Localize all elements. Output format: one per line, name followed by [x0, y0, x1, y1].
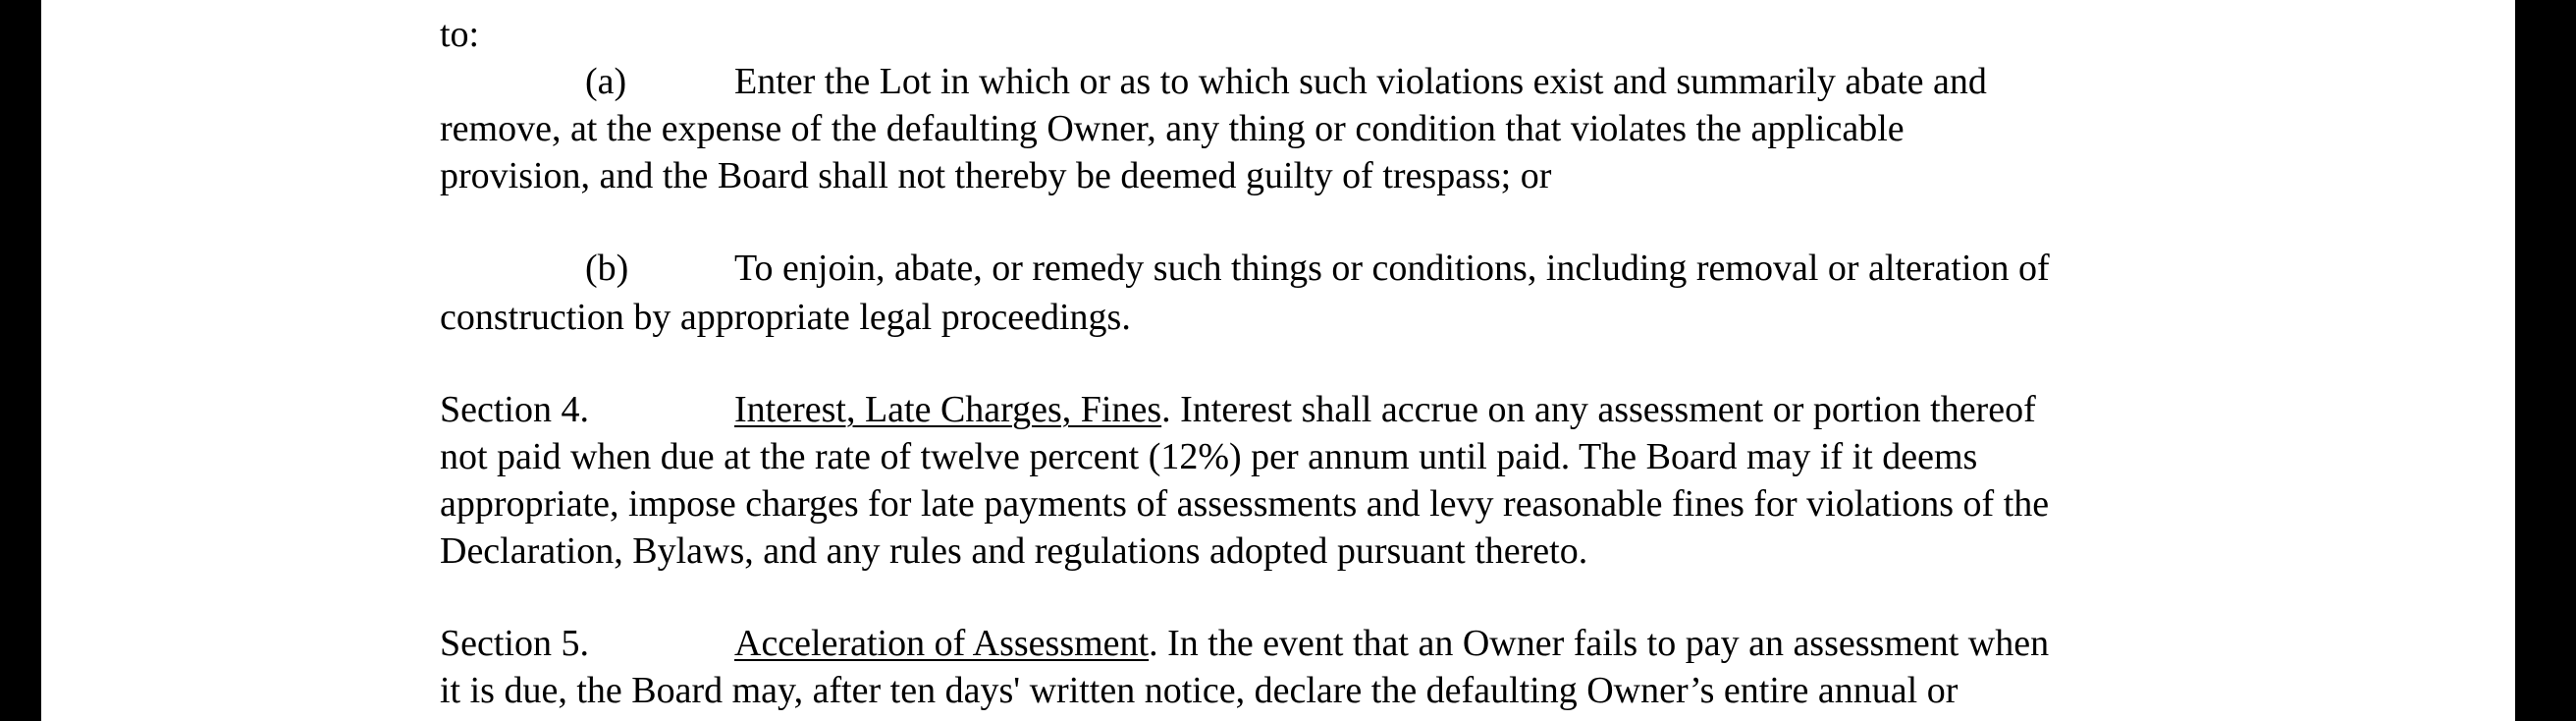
paragraph-a-marker: (a) — [585, 61, 627, 102]
paragraph-b-line-1: To enjoin, abate, or remedy such things or conditions, including removal or alteration of — [734, 248, 2050, 289]
section-4-heading: Interest, Late Charges, Fines — [734, 389, 1162, 430]
section-4-label: Section 4. — [440, 389, 589, 430]
section-5-line-2: it is due, the Board may, after ten days' written notice, declare the defaulting Owner’s entire annual or — [440, 670, 1959, 711]
left-scan-border — [0, 0, 41, 721]
paragraph-b-line-2: construction by appropriate legal proceedings. — [440, 297, 1131, 338]
section-4-line-4: Declaration, Bylaws, and any rules and regulations adopted pursuant thereto. — [440, 530, 1588, 572]
section-5-label: Section 5. — [440, 623, 589, 664]
paragraph-b-marker: (b) — [585, 248, 629, 289]
paragraph-a-line-3: provision, and the Board shall not thereby be deemed guilty of trespass; or — [440, 155, 1552, 196]
document-sheet — [41, 0, 2515, 721]
section-5 — [440, 623, 2050, 721]
section-4-first-line — [734, 391, 2036, 428]
section-4-line-2: not paid when due at the rate of twelve percent (12%) per annum until paid. The Board may if it deems — [440, 436, 1978, 477]
section-4-first-line-rest: . Interest shall accrue on any assessment or portion thereof — [1161, 389, 2036, 430]
top-fragment-text: to: — [440, 14, 480, 55]
section-4-line-3: appropriate, impose charges for late payments of assessments and levy reasonable fines for violations of the — [440, 483, 2050, 525]
paragraph-a-line-2: remove, at the expense of the defaulting Owner, any thing or condition that violates the applicable — [440, 108, 1905, 149]
section-5-heading: Acceleration of Assessment — [734, 623, 1150, 664]
paragraph-a-line-1: Enter the Lot in which or as to which such violations exist and summarily abate and — [734, 61, 1987, 102]
section-5-first-line — [734, 625, 2049, 662]
section-5-first-line-rest: . In the event that an Owner fails to pay an assessment when — [1149, 623, 2050, 664]
right-scan-border — [2515, 0, 2576, 721]
